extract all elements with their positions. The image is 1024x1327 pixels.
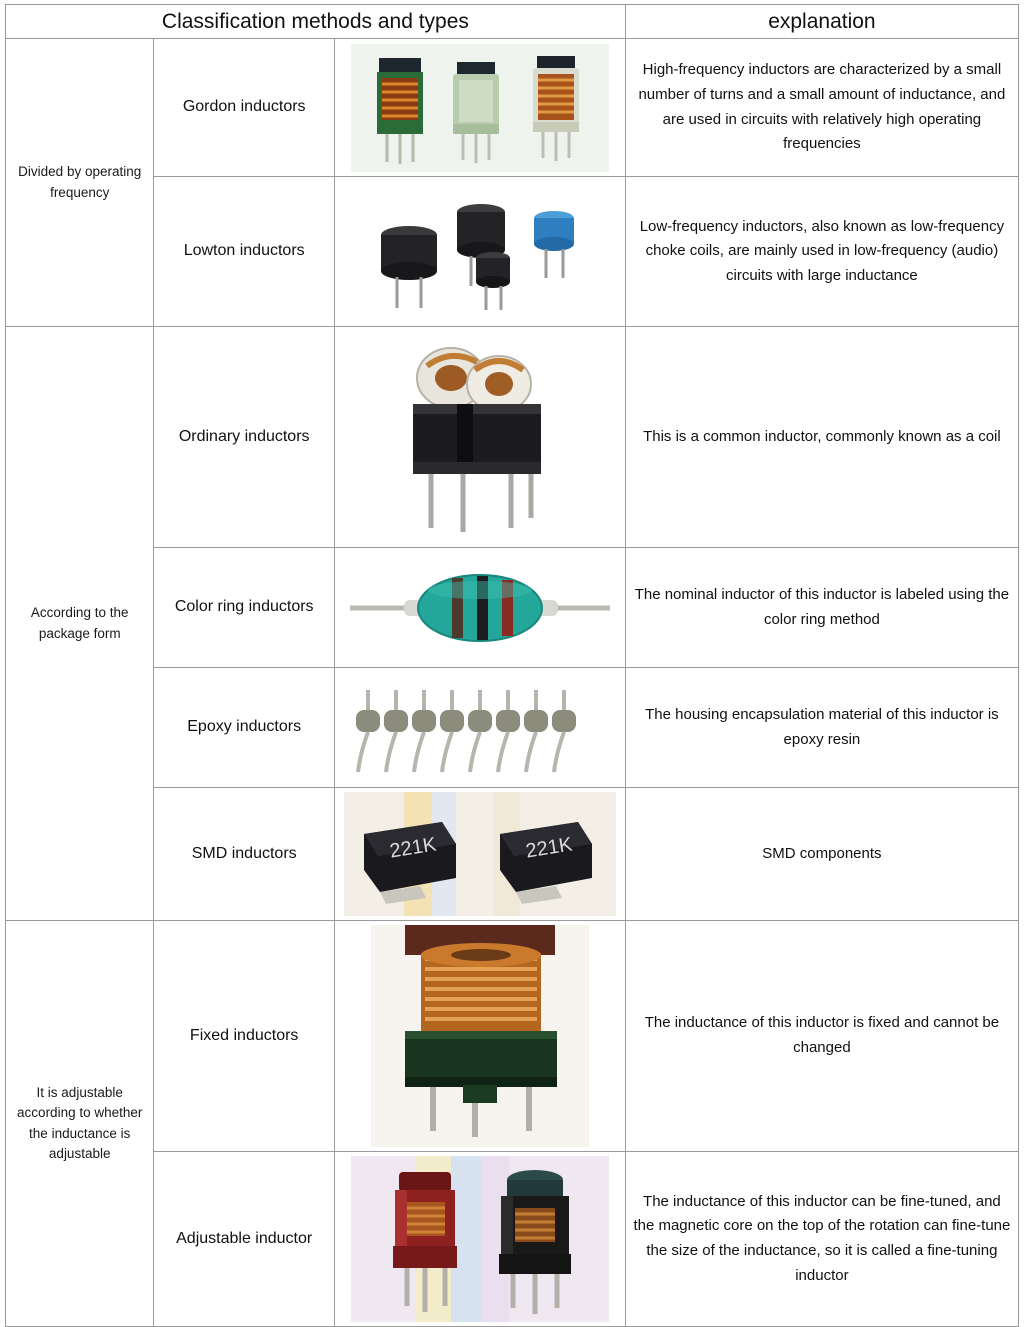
type-label-adjustable: Adjustable inductor: [154, 1152, 335, 1327]
fixed-inductor-illustration: [371, 925, 589, 1147]
smd-marking-left: 221K: [388, 833, 438, 863]
inductor-classification-table: [5, 4, 1019, 1327]
table-row: [6, 668, 1019, 788]
header-explanation: explanation: [625, 5, 1018, 39]
epoxy-inductors-illustration: [344, 678, 616, 778]
type-label-gordon: Gordon inductors: [154, 39, 335, 177]
image-cell-ordinary: [334, 327, 625, 548]
type-label-smd: SMD inductors: [154, 788, 335, 921]
lowton-inductors-photo: [341, 182, 619, 322]
fixed-inductors-photo: [341, 925, 619, 1147]
gordon-inductors-photo: [341, 44, 619, 172]
table-row: [6, 39, 1019, 177]
image-cell-adjustable: [334, 1152, 625, 1327]
table-row: [6, 921, 1019, 1152]
table-row: [6, 1152, 1019, 1327]
image-cell-epoxy: [334, 668, 625, 788]
smd-inductors-photo: [341, 792, 619, 916]
type-label-ordinary: Ordinary inductors: [154, 327, 335, 548]
table-row: [6, 548, 1019, 668]
adjustable-inductors-illustration: [351, 1156, 609, 1322]
type-label-epoxy: Epoxy inductors: [154, 668, 335, 788]
explanation-adjustable: The inductance of this inductor can be fine-tuned, and the magnetic core on the top of the rotation can fine-tune the size of the inductance, so it is called a fine-tuning inductor: [625, 1152, 1018, 1327]
explanation-color-ring: The nominal inductor of this inductor is labeled using the color ring method: [625, 548, 1018, 668]
adjustable-inductor-photo: [341, 1156, 619, 1322]
type-label-color-ring: Color ring inductors: [154, 548, 335, 668]
color-ring-inductor-illustration: [344, 556, 616, 660]
image-cell-fixed: [334, 921, 625, 1152]
group-label-package: According to the package form: [6, 327, 154, 921]
type-label-lowton: Lowton inductors: [154, 177, 335, 327]
explanation-ordinary: This is a common inductor, commonly known as a coil: [625, 327, 1018, 548]
image-cell-color-ring: [334, 548, 625, 668]
color-ring-inductors-photo: [341, 556, 619, 660]
gordon-inductors-illustration: [351, 44, 609, 172]
group-label-adjustable: It is adjustable according to whether the inductance is adjustable: [6, 921, 154, 1327]
table-row: [6, 177, 1019, 327]
image-cell-lowton: [334, 177, 625, 327]
smd-marking-right: 221K: [524, 833, 574, 863]
smd-inductors-illustration: [344, 792, 616, 916]
image-cell-gordon: [334, 39, 625, 177]
ordinary-inductor-illustration: [365, 332, 595, 542]
explanation-smd: SMD components: [625, 788, 1018, 921]
table-header-row: [6, 5, 1019, 39]
explanation-gordon: High-frequency inductors are characterized by a small number of turns and a small amount of inductance, and are used in circuits with relatively high operating frequencies: [625, 39, 1018, 177]
table-row: [6, 327, 1019, 548]
ordinary-inductors-photo: [341, 332, 619, 542]
group-label-frequency: Divided by operating frequency: [6, 39, 154, 327]
image-cell-smd: [334, 788, 625, 921]
header-classification: Classification methods and types: [6, 5, 626, 39]
explanation-epoxy: The housing encapsulation material of this inductor is epoxy resin: [625, 668, 1018, 788]
epoxy-inductors-photo: [341, 678, 619, 778]
lowton-inductors-illustration: [351, 182, 609, 322]
type-label-fixed: Fixed inductors: [154, 921, 335, 1152]
explanation-fixed: The inductance of this inductor is fixed and cannot be changed: [625, 921, 1018, 1152]
document-page: [0, 4, 1024, 1306]
table-row: [6, 788, 1019, 921]
explanation-lowton: Low-frequency inductors, also known as low-frequency choke coils, are mainly used in low-frequency (audio) circuits with large inductance: [625, 177, 1018, 327]
